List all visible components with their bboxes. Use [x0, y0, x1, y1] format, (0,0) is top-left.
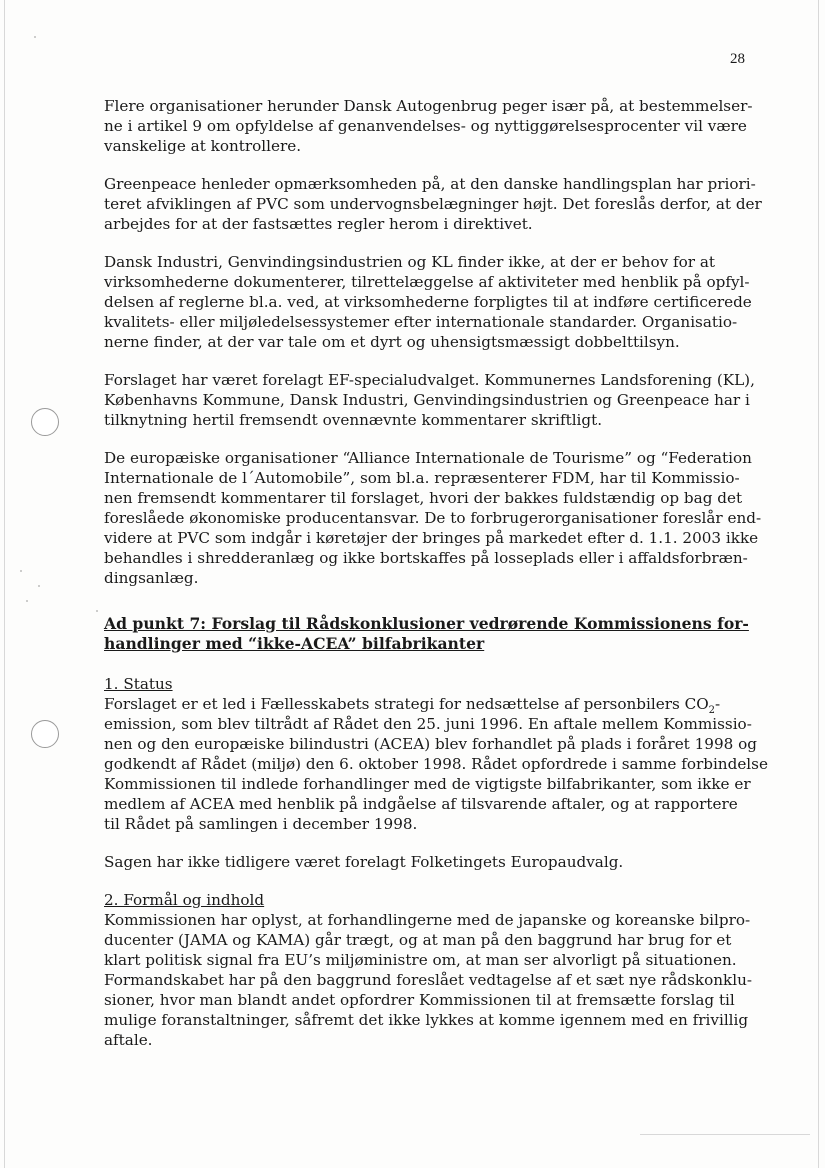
text-line: Københavns Kommune, Dansk Industri, Genvindingsindustrien og Greenpeace har i — [104, 391, 750, 409]
scan-speck — [20, 570, 22, 572]
section-heading-punkt-7 — [104, 614, 764, 654]
text-line: mulige foranstaltninger, såfremt det ikke lykkes at komme igennem med en frivillig — [104, 1011, 749, 1029]
scan-line-bottom — [640, 1134, 810, 1135]
text-line: Internationale de l´Automobile”, som bl.a. repræsenterer FDM, har til Kommissio- — [104, 469, 740, 487]
text-line: Greenpeace henleder opmærksomheden på, at den danske handlingsplan har priori- — [104, 175, 756, 193]
paragraph-dansk-industri — [104, 252, 764, 352]
text-line: teret afviklingen af PVC som undervognsbelægninger højt. Det foreslås derfor, at der — [104, 195, 762, 213]
scan-speck — [34, 36, 36, 38]
text-line: ne i artikel 9 om opfyldelse af genanvendelses- og nyttiggørelsesprocenter vil være — [104, 117, 747, 135]
text-line: tilknytning hertil fremsendt ovennævnte kommentarer skriftligt. — [104, 411, 603, 429]
text-line: ducenter (JAMA og KAMA) går trægt, og at man på den baggrund har brug for et — [104, 931, 732, 949]
text-line: Flere organisationer herunder Dansk Autogenbrug peger især på, at bestemmelser- — [104, 97, 753, 115]
heading-line: Ad punkt 7: Forslag til Rådskonklusioner vedrørende Kommissionens for- — [104, 614, 749, 633]
text-line: sioner, hvor man blandt andet opfordrer Kommissionen til at fremsætte forslag til — [104, 991, 735, 1009]
text-fragment: - — [715, 695, 721, 713]
text-line: Dansk Industri, Genvindingsindustrien og KL finder ikke, at der er behov for at — [104, 253, 716, 271]
heading-line: handlinger med “ikke-ACEA” bilfabrikanter — [104, 634, 485, 653]
section-purpose — [104, 890, 764, 1050]
text-line: dingsanlæg. — [104, 569, 199, 587]
text-line: arbejdes for at der fastsættes regler herom i direktivet. — [104, 215, 533, 233]
text-fragment: Forslaget er et led i Fællesskabets strategi for nedsættelse af personbilers CO — [104, 695, 709, 713]
subheading-purpose: 2. Formål og indhold — [104, 891, 265, 909]
subheading-status: 1. Status — [104, 675, 173, 693]
subscript-2: 2 — [708, 705, 716, 717]
text-line: vanskelige at kontrollere. — [104, 137, 302, 155]
text-line: foreslåede økonomiske producentansvar. De to forbrugerorganisationer foreslår end- — [104, 509, 762, 527]
document-body — [104, 96, 768, 1068]
paragraph-european-organisations — [104, 448, 764, 588]
section-status — [104, 674, 768, 834]
text-line: nerne finder, at der var tale om et dyrt og uhensigtsmæssigt dobbelttilsyn. — [104, 333, 680, 351]
text-line: nen og den europæiske bilindustri (ACEA) blev forhandlet på plads i foråret 1998 og — [104, 735, 757, 753]
page-number: 28 — [730, 51, 745, 67]
text-line: Forslaget har været forelagt EF-specialudvalget. Kommunernes Landsforening (KL), — [104, 371, 755, 389]
paragraph-ef-specialudvalget — [104, 370, 764, 430]
text-line: klart politisk signal fra EU’s miljøministre om, at man ser alvorligt på situationen. — [104, 951, 737, 969]
text-line: Kommissionen har oplyst, at forhandlingerne med de japanske og koreanske bilpro- — [104, 911, 751, 929]
paragraph-autogenbrug — [104, 96, 764, 156]
text-line: til Rådet på samlingen i december 1998. — [104, 815, 418, 833]
paragraph-greenpeace — [104, 174, 764, 234]
text-line: medlem af ACEA med henblik på indgåelse af tilsvarende aftaler, og at rapportere — [104, 795, 738, 813]
scan-speck — [38, 585, 40, 587]
text-line: kvalitets- eller miljøledelsessystemer efter internationale standarder. Organisatio- — [104, 313, 738, 331]
text-line: aftale. — [104, 1031, 153, 1049]
scan-speck — [26, 600, 28, 602]
text-line — [104, 694, 764, 717]
scan-edge-left — [4, 0, 5, 1168]
punch-hole-lower — [31, 720, 59, 748]
text-line: nen fremsendt kommentarer til forslaget, hvori der bakkes fuldstændig op bag det — [104, 489, 743, 507]
scan-edge-right — [818, 0, 819, 1168]
text-line: De europæiske organisationer “Alliance Internationale de Tourisme” og “Federation — [104, 449, 752, 467]
paragraph-europaudvalg — [104, 852, 764, 872]
text-line: videre at PVC som indgår i køretøjer der bringes på markedet efter d. 1.1. 2003 ikke — [104, 529, 759, 547]
text-line: virksomhederne dokumenterer, tilrettelæggelse af aktiviteter med henblik på opfyl- — [104, 273, 750, 291]
scan-speck — [96, 610, 98, 612]
text-line: Kommissionen til indlede forhandlinger med de vigtigste bilfabrikanter, som ikke er — [104, 775, 751, 793]
text-line: Sagen har ikke tidligere været forelagt Folketingets Europaudvalg. — [104, 853, 624, 871]
text-line: delsen af reglerne bl.a. ved, at virksomhederne forpligtes til at indføre certificerede — [104, 293, 752, 311]
punch-hole-upper — [31, 408, 59, 436]
text-line: Formandskabet har på den baggrund foreslået vedtagelse af et sæt nye rådskonklu- — [104, 971, 752, 989]
text-line: emission, som blev tiltrådt af Rådet den 25. juni 1996. En aftale mellem Kommissio- — [104, 715, 752, 733]
text-line: godkendt af Rådet (miljø) den 6. oktober 1998. Rådet opfordrede i samme forbindelse — [104, 755, 768, 773]
text-line: behandles i shredderanlæg og ikke bortskaffes på losseplads eller i affaldsforbræn- — [104, 549, 748, 567]
